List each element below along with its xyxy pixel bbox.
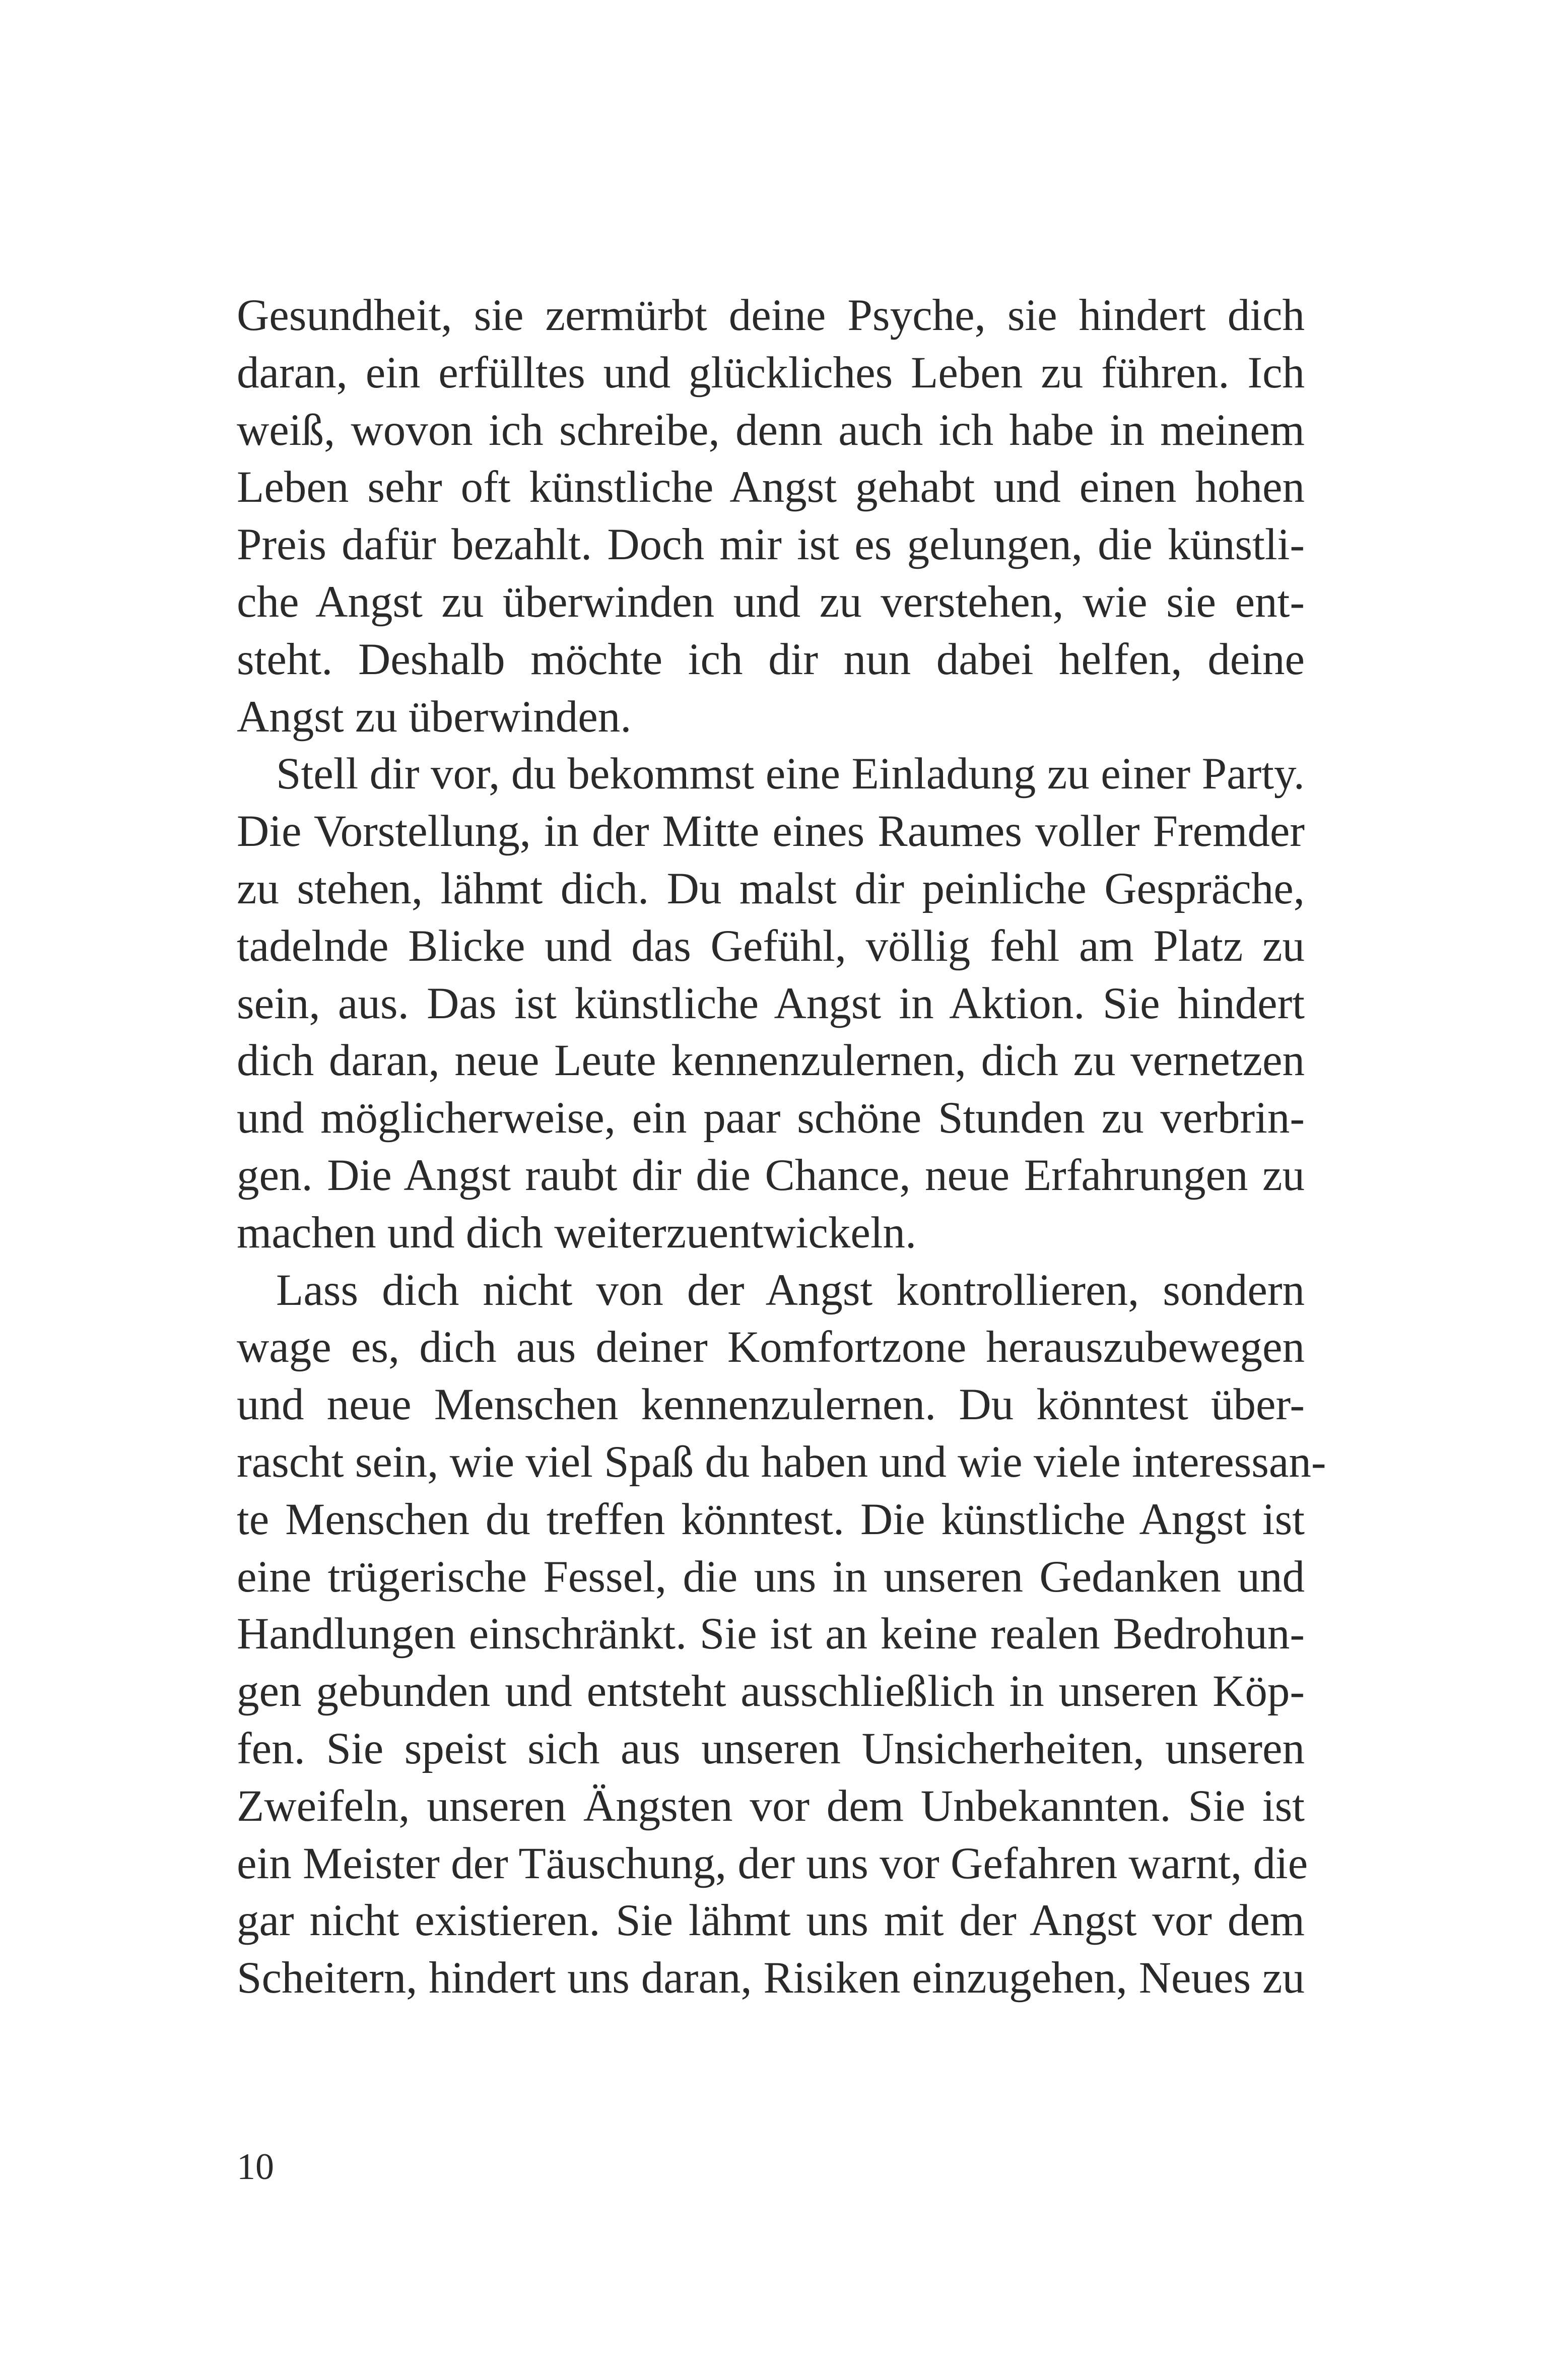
text-line: fen. Sie speist sich aus unseren Unsicherheiten, unseren — [237, 1724, 1305, 1773]
text-line: dich daran, neue Leute kennenzulernen, dich zu vernetzen — [237, 1036, 1305, 1086]
text-line: sein, aus. Das ist künstliche Angst in Aktion. Sie hindert — [237, 978, 1305, 1028]
text-line: gar nicht existieren. Sie lähmt uns mit der Angst vor dem — [237, 1896, 1305, 1946]
text-line: rascht sein, wie viel Spaß du haben und wie viele interessan- — [237, 1437, 1326, 1487]
text-line: Scheitern, hindert uns daran, Risiken einzugehen, Neues zu — [237, 1953, 1305, 2003]
text-line: wage es, dich aus deiner Komfortzone herauszubewegen — [237, 1323, 1305, 1372]
text-line: gen. Die Angst raubt dir die Chance, neue Erfahrungen zu — [237, 1150, 1305, 1200]
text-line: weiß, wovon ich schreibe, denn auch ich habe in meinem — [237, 405, 1305, 455]
text-line: steht. Deshalb möchte ich dir nun dabei helfen, deine — [237, 634, 1305, 684]
text-line: Zweifeln, unseren Ängsten vor dem Unbekannten. Sie ist — [237, 1781, 1305, 1831]
text-line: Handlungen einschränkt. Sie ist an keine realen Bedrohun- — [237, 1609, 1305, 1659]
text-line: Die Vorstellung, in der Mitte eines Raumes voller Fremder — [237, 807, 1305, 856]
text-line: eine trügerische Fessel, die uns in unseren Gedanken und — [237, 1552, 1305, 1602]
text-line: che Angst zu überwinden und zu verstehen, wie sie ent- — [237, 577, 1305, 627]
body-text — [237, 287, 1326, 2007]
text-line: daran, ein erfülltes und glückliches Leben zu führen. Ich — [237, 348, 1305, 398]
text-line: ein Meister der Täuschung, der uns vor Gefahren warnt, die — [237, 1838, 1308, 1888]
text-line: Angst zu überwinden. — [237, 692, 632, 742]
text-line: und möglicherweise, ein paar schöne Stunden zu verbrin- — [237, 1093, 1305, 1143]
text-line: Preis dafür bezahlt. Doch mir ist es gelungen, die künstli- — [237, 520, 1305, 570]
text-line: tadelnde Blicke und das Gefühl, völlig fehl am Platz zu — [237, 921, 1305, 971]
text-line: und neue Menschen kennenzulernen. Du könntest über- — [237, 1380, 1305, 1430]
text-line: Gesundheit, sie zermürbt deine Psyche, sie hindert dich — [237, 291, 1305, 340]
text-line: Stell dir vor, du bekommst eine Einladung zu einer Party. — [276, 749, 1305, 799]
text-line: machen und dich weiterzuentwickeln. — [237, 1208, 917, 1258]
text-line: gen gebunden und entsteht ausschließlich in unseren Köp- — [237, 1667, 1305, 1716]
page-number: 10 — [237, 2146, 274, 2188]
text-line: zu stehen, lähmt dich. Du malst dir peinliche Gespräche, — [237, 864, 1305, 913]
text-line: te Menschen du treffen könntest. Die künstliche Angst ist — [237, 1494, 1305, 1544]
text-line: Leben sehr oft künstliche Angst gehabt und einen hohen — [237, 462, 1305, 512]
text-line: Lass dich nicht von der Angst kontrollieren, sondern — [276, 1265, 1305, 1315]
